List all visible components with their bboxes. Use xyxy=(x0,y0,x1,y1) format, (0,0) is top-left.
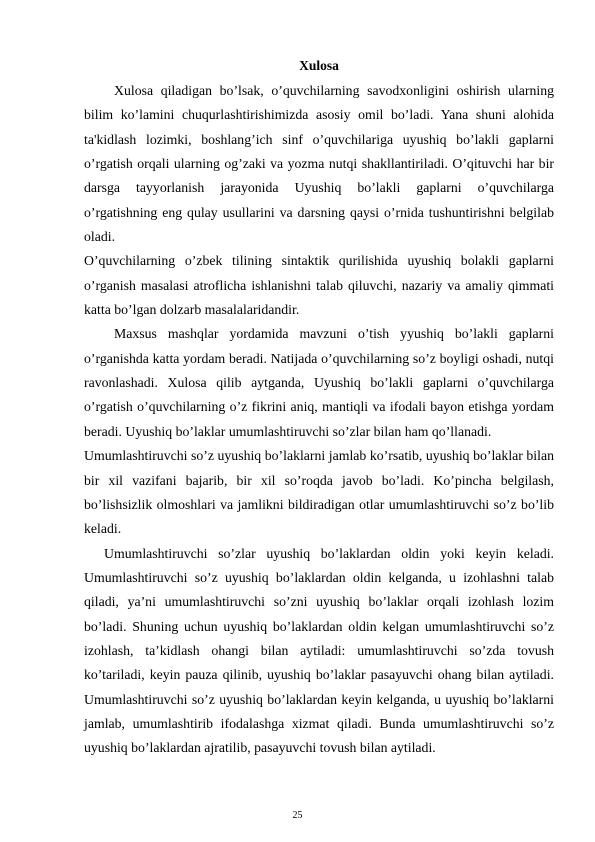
paragraph-5: Umumlashtiruvchi so’zlar uyushiq bo’laklardan oldin yoki keyin keladi. Umumlashtiruvchi so’z uyushiq bo’laklardan oldin kelganda, u izohlashni talab qiladi, ya’ni umumlashtiruvchi so’zni uyushiq bo’laklar orqali izohlash lozim bo’ladi. Shuning uchun uyushiq bo’laklardan oldin kelgan umumlashtiruvchi so’z izohlash, ta’kidlash ohangi bilan aytiladi: umumlashtiruvchi so’zda tovush ko’tariladi, keyin pauza qilinib, uyushiq bo’laklar pasayuvchi ohang bilan aytiladi. Umumlashtiruvchi so’z uyushiq bo’laklardan keyin kelganda, u uyushiq bo’laklarni jamlab, umumlashtirib ifodalashga xizmat qiladi. Bunda umumlashtiruvchi so’z uyushiq bo’laklardan ajratilib, pasayuvchi tovush bilan aytiladi. xyxy=(84,545,554,756)
paragraph-2: O’quvchilarning o’zbek tilining sintaktik qurilishida uyushiq bolakli gaplarni o’rganish masalasi atroflicha ishlanishni talab qiluvchi, nazariy va amaliy qimmati katta bo’lgan dolzarb masalalaridandir. xyxy=(84,253,554,318)
document-body xyxy=(84,79,554,761)
paragraph-4: Umumlashtiruvchi so’z uyushiq bo’laklarni jamlab ko’rsatib, uyushiq bo’laklar bilan bir xil vazifani bajarib, bir xil so’roqda javob bo’ladi. Ko’pincha belgilash, bo’lishsizlik olmoshlari va jamlikni bildiradigan otlar umumlashtiruvchi so’z bo’lib keladi. xyxy=(84,448,554,537)
paragraph-3: Maxsus mashqlar yordamida mavzuni o’tish yyushiq bo’lakli gaplarni o’rganishda katta yordam beradi. Natijada o’quvchilarning so’z boyligi oshadi, nutqi ravonlashadi. Xulosa qilib aytganda, Uyushiq bo’lakli gaplarni o’quvchilarga o’rgatish o’quvchilarning o’z fikrini aniq, mantiqli va ifodali bayon etishga yordam beradi. Uyushiq bo’laklar umumlashtiruvchi so’zlar bilan ham qo’llanadi. xyxy=(84,326,554,439)
page-number: 25 xyxy=(292,810,303,821)
document-title: Xulosa xyxy=(299,58,339,73)
paragraph-1: Xulosa qiladigan bo’lsak, o’quvchilarning savodxonligini oshirish ularning bilim ko’lamini chuqurlashtirishimizda asosiy omil bo’ladi. Yana shuni alohida ta'kidlash lozimki, boshlang’ich sinf o’quvchilariga uyushiq bo’lakli gaplarni o’rgatish orqali ularning og’zaki va yozma nutqi shakllantiriladi. O’qituvchi har bir darsga tayyorlanish jarayonida Uyushiq bo’lakli gaplarni o’quvchilarga o’rgatishning eng qulay usullarini va darsning qaysi o’rnida tushuntirishni belgilab oladi. xyxy=(84,83,554,245)
